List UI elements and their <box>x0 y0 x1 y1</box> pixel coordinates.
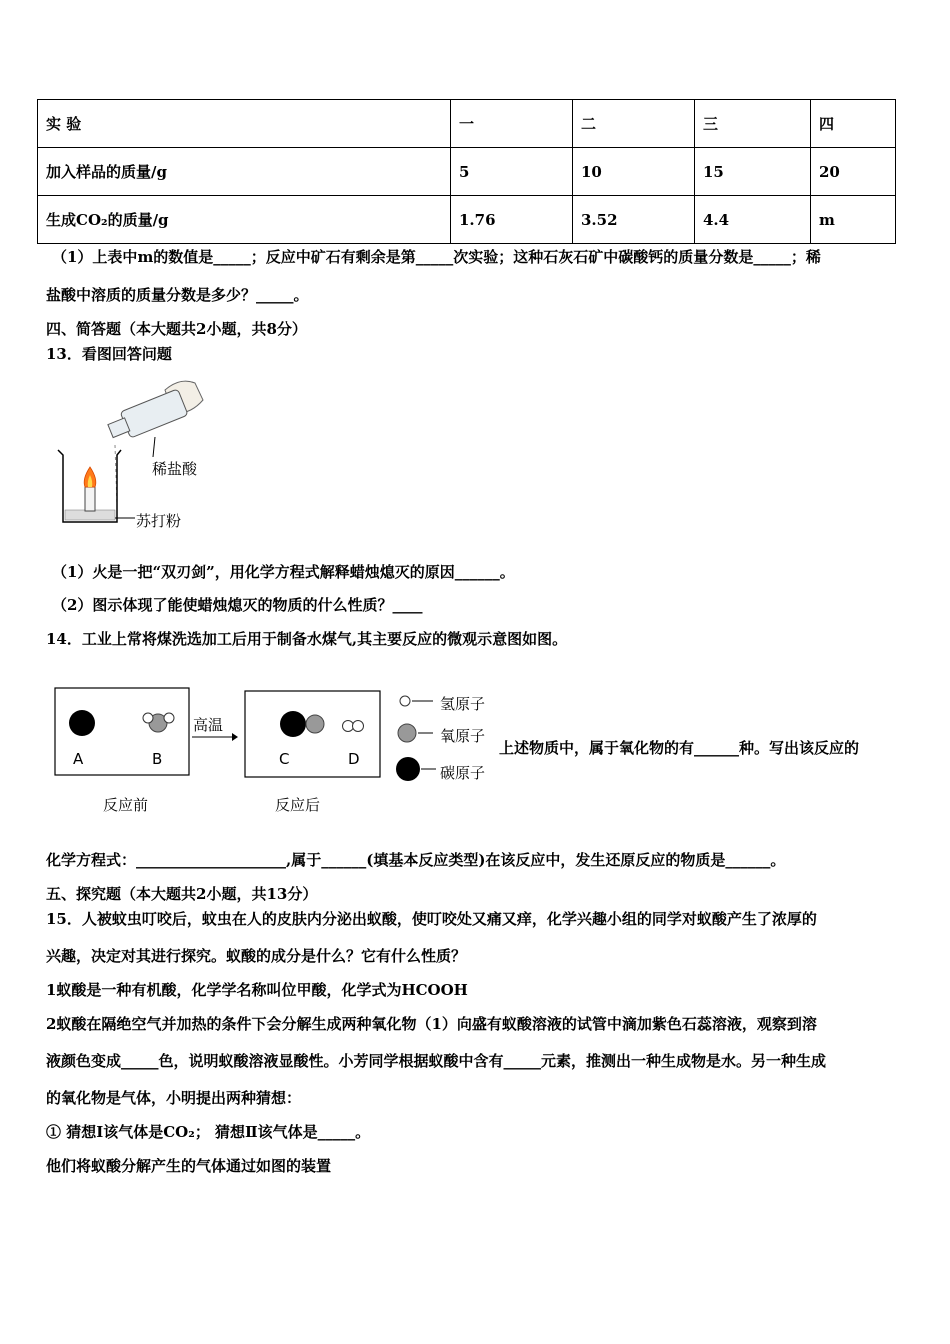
q14-inline-text: 上述物质中，属于氧化物的有______种。写出该反应的 <box>499 739 860 757</box>
q15-line6: 的氧化物是气体，小明提出两种猜想： <box>46 1089 302 1107</box>
label-dilute-acid: 稀盐酸 <box>152 460 198 478</box>
table-cell: m <box>811 196 896 244</box>
table-cell: 10 <box>573 148 695 196</box>
table-cell: 3.52 <box>573 196 695 244</box>
hydrogen-atom-icon <box>353 721 364 732</box>
q13-title: 13．看图回答问题 <box>46 345 172 363</box>
q15-line5: 液颜色变成_____色，说明蚁酸溶液显酸性。小芳同学根据蚁酸中含有_____元素，推测出一种生成物是水。另一种生成 <box>46 1052 827 1070</box>
legend-carbon-icon <box>396 757 420 781</box>
table-cell: 4.4 <box>695 196 811 244</box>
q15-line8: 他们将蚁酸分解产生的气体通过如图的装置 <box>46 1157 332 1175</box>
acid-bottle <box>105 389 188 444</box>
table-cell: 加入样品的质量/g <box>38 148 451 196</box>
q13-sub1: （1）火是一把“双刃剑”，用化学方程式解释蜡烛熄灭的原因______。 <box>52 563 515 581</box>
table-cell: 实 验 <box>38 100 451 148</box>
hydrogen-atom-icon <box>143 713 153 723</box>
table-cell: 四 <box>811 100 896 148</box>
legend-oxygen-label: 氧原子 <box>440 727 486 745</box>
section-heading-5: 五、探究题（本大题共2小题，共13分） <box>46 885 318 903</box>
section-heading-4: 四、简答题（本大题共2小题，共8分） <box>46 320 307 338</box>
q15-line1: 15．人被蚊虫叮咬后，蚊虫在人的皮肤内分泌出蚁酸，使叮咬处又痛又痒，化学兴趣小组的同学对蚁酸产生了浓厚的 <box>46 910 817 928</box>
table-row <box>38 148 896 196</box>
q15-line2: 兴趣，决定对其进行探究。蚁酸的成分是什么？它有什么性质？ <box>46 947 467 965</box>
reaction-diagram <box>50 685 500 810</box>
q12-line1: （1）上表中m的数值是_____；反应中矿石有剩余是第_____次实验；这种石灰石矿中碳酸钙的质量分数是_____；稀 <box>52 248 821 266</box>
q15-line4: 2蚁酸在隔绝空气并加热的条件下会分解生成两种氧化物（1）向盛有蚁酸溶液的试管中滴加紫色石蕊溶液，观察到溶 <box>46 1015 817 1033</box>
q14-title: 14．工业上常将煤洗选加工后用于制备水煤气,其主要反应的微观示意图如图。 <box>46 630 568 648</box>
label-soda-powder: 苏打粉 <box>136 512 182 530</box>
legend-oxygen-icon <box>398 724 416 742</box>
table-cell: 三 <box>695 100 811 148</box>
label-high-temp: 高温 <box>193 716 224 734</box>
table-cell: 一 <box>451 100 573 148</box>
label-a: A <box>73 750 84 768</box>
legend-hydrogen-icon <box>400 696 410 706</box>
q12-line2: 盐酸中溶质的质量分数是多少？_____。 <box>46 286 309 304</box>
carbon-atom-icon <box>280 711 306 737</box>
carbon-atom-icon <box>69 710 95 736</box>
experiment-table <box>37 99 896 244</box>
table-row <box>38 100 896 148</box>
table-cell: 1.76 <box>451 196 573 244</box>
table-cell: 5 <box>451 148 573 196</box>
hydrogen-atom-icon <box>343 721 354 732</box>
caption-before: 反应前 <box>103 796 149 814</box>
table-cell: 二 <box>573 100 695 148</box>
label-c: C <box>279 750 290 768</box>
q15-line3: 1蚁酸是一种有机酸，化学学名称叫位甲酸，化学式为HCOOH <box>46 981 468 999</box>
table-cell: 20 <box>811 148 896 196</box>
q15-line7: ① 猜想Ⅰ该气体是CO₂； 猜想Ⅱ该气体是_____。 <box>46 1123 371 1141</box>
table-cell: 15 <box>695 148 811 196</box>
legend-hydrogen-label: 氢原子 <box>440 695 486 713</box>
q14-line2: 化学方程式：____________________,属于______(填基本反应类型)在该反应中，发生还原反应的物质是______。 <box>46 851 786 869</box>
legend-carbon-label: 碳原子 <box>440 764 486 782</box>
oxygen-atom-icon <box>306 715 324 733</box>
hydrogen-atom-icon <box>164 713 174 723</box>
candle-shape <box>85 487 95 511</box>
label-d: D <box>348 750 360 768</box>
table-cell: 生成CO₂的质量/g <box>38 196 451 244</box>
q13-sub2: （2）图示体现了能使蜡烛熄灭的物质的什么性质？____ <box>52 596 423 614</box>
label-b: B <box>152 750 163 768</box>
box-after <box>245 691 380 777</box>
arrow-head-icon <box>232 733 238 741</box>
caption-after: 反应后 <box>275 796 321 814</box>
table-row <box>38 196 896 244</box>
